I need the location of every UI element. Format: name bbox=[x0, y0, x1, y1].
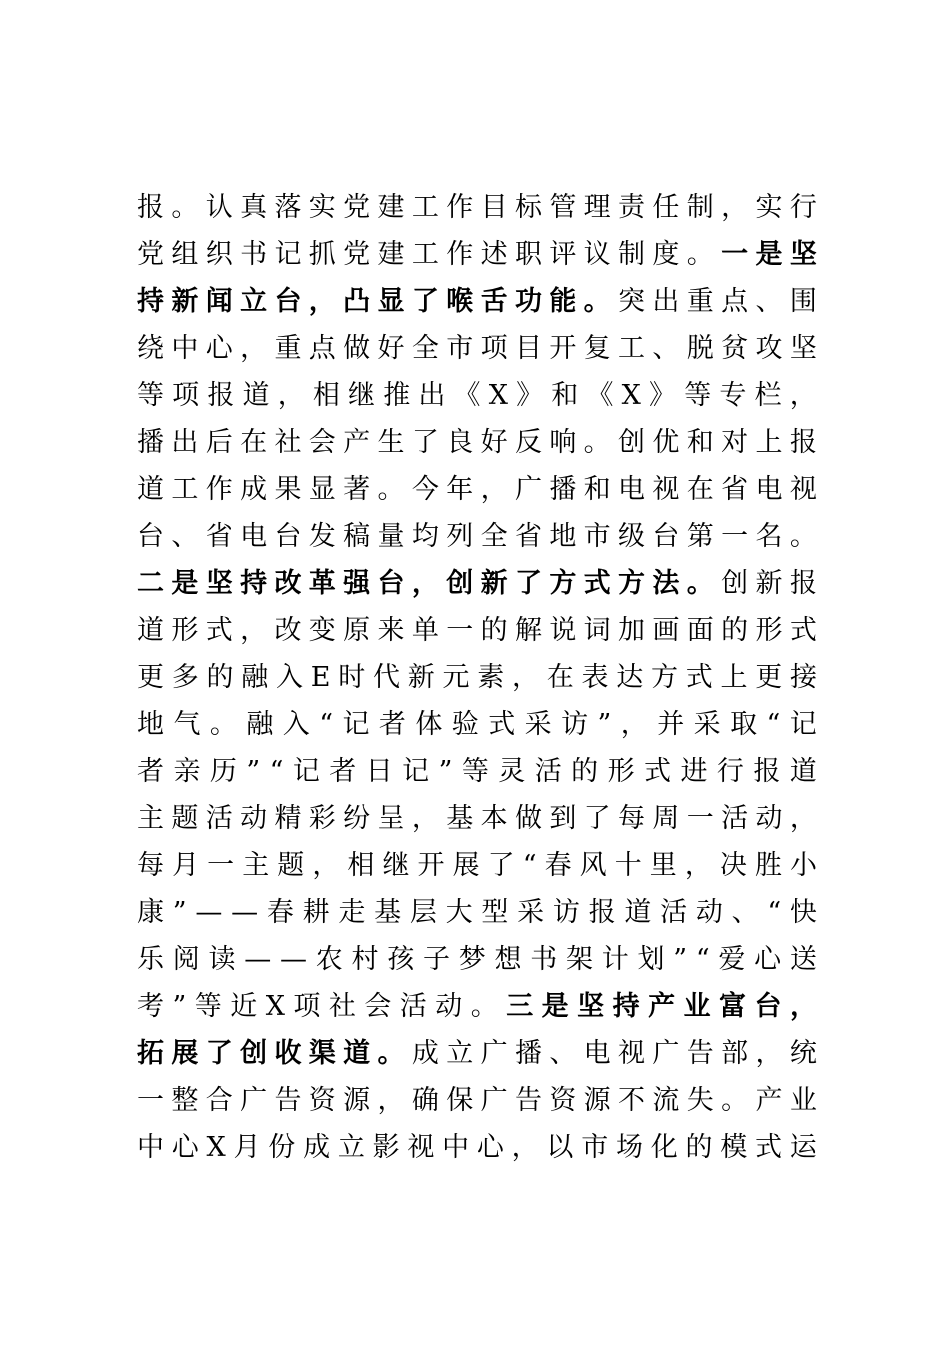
text-line: 道 形 式 ， 改 变 原 来 单 一 的 解 说 词 加 画 面 的 形 式 bbox=[137, 615, 817, 646]
body-text bbox=[137, 184, 817, 1171]
text-line: 一 整 合 广 告 资 源 ， 确 保 广 告 资 源 不 流 失 。 产 业 bbox=[137, 1085, 817, 1116]
text-line: 报 。 认 真 落 实 党 建 工 作 目 标 管 理 责 任 制 ， 实 行 bbox=[137, 192, 817, 223]
text-line: 播 出 后 在 社 会 产 生 了 良 好 反 响 。 创 优 和 对 上 报 bbox=[137, 427, 817, 458]
text-line: 乐 阅 读 — — 农 村 孩 子 梦 想 书 架 计 划 ” “ 爱 心 送 bbox=[137, 944, 817, 975]
text-line: 中 心 X 月 份 成 立 影 视 中 心 ， 以 市 场 化 的 模 式 运 bbox=[137, 1132, 817, 1163]
text-line: 持 新 闻 立 台 ， 凸 显 了 喉 舌 功 能 。 突 出 重 点 、 围 bbox=[137, 286, 817, 317]
text-line: 考 ” 等 近 X 项 社 会 活 动 。 三 是 坚 持 产 业 富 台 ， bbox=[137, 991, 817, 1022]
text-line: 地 气 。 融 入 “ 记 者 体 验 式 采 访 ” ， 并 采 取 “ 记 bbox=[137, 709, 817, 740]
text-line: 台 、 省 电 台 发 稿 量 均 列 全 省 地 市 级 台 第 一 名 。 bbox=[137, 521, 817, 552]
text-line: 等 项 报 道 ， 相 继 推 出 《 X 》 和 《 X 》 等 专 栏 ， bbox=[137, 380, 817, 411]
text-line: 每 月 一 主 题 ， 相 继 开 展 了 “ 春 风 十 里 ， 决 胜 小 bbox=[137, 850, 817, 881]
text-line: 道 工 作 成 果 显 著 。 今 年 ， 广 播 和 电 视 在 省 电 视 bbox=[137, 474, 817, 505]
text-line: 主 题 活 动 精 彩 纷 呈 ， 基 本 做 到 了 每 周 一 活 动 ， bbox=[137, 803, 817, 834]
text-line: 绕 中 心 ， 重 点 做 好 全 市 项 目 开 复 工 、 脱 贫 攻 坚 bbox=[137, 333, 817, 364]
text-line: 康 ” — — 春 耕 走 基 层 大 型 采 访 报 道 活 动 、 “ 快 bbox=[137, 897, 817, 928]
text-line: 者 亲 历 ” “ 记 者 日 记 ” 等 灵 活 的 形 式 进 行 报 道 bbox=[137, 756, 817, 787]
text-line: 更 多 的 融 入 E 时 代 新 元 素 ， 在 表 达 方 式 上 更 接 bbox=[137, 662, 817, 693]
text-line: 党 组 织 书 记 抓 党 建 工 作 述 职 评 议 制 度 。 一 是 坚 bbox=[137, 239, 817, 270]
text-line: 二 是 坚 持 改 革 强 台 ， 创 新 了 方 式 方 法 。 创 新 报 bbox=[137, 568, 817, 599]
text-line: 拓 展 了 创 收 渠 道 。 成 立 广 播 、 电 视 广 告 部 ， 统 bbox=[137, 1038, 817, 1069]
